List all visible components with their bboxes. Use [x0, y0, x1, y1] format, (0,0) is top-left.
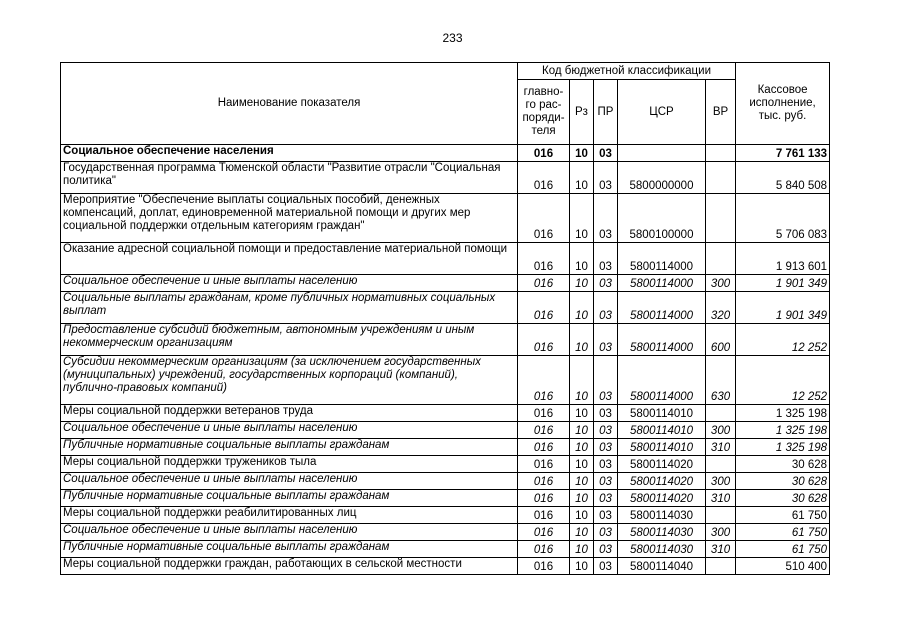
cell-vr: 300 — [706, 473, 736, 490]
cell-csr — [618, 145, 706, 162]
cell-pr: 03 — [594, 292, 618, 324]
cell-rz: 10 — [570, 490, 594, 507]
cell-glavn: 016 — [518, 145, 570, 162]
header-name: Наименование показателя — [61, 63, 518, 145]
table-row — [61, 292, 830, 324]
cell-csr: 5800114030 — [618, 524, 706, 541]
cell-csr: 5800114000 — [618, 275, 706, 292]
budget-table — [60, 62, 830, 575]
cell-vr — [706, 145, 736, 162]
cell-name: Меры социальной поддержки ветеранов труда — [61, 405, 518, 422]
cell-glavn: 016 — [518, 524, 570, 541]
cell-amount: 1 901 349 — [736, 292, 830, 324]
cell-pr: 03 — [594, 456, 618, 473]
cell-pr: 03 — [594, 324, 618, 356]
cell-csr: 5800114030 — [618, 507, 706, 524]
cell-glavn: 016 — [518, 243, 570, 275]
cell-csr: 5800000000 — [618, 162, 706, 194]
cell-amount: 61 750 — [736, 524, 830, 541]
header-vr: ВР — [706, 80, 736, 145]
cell-pr: 03 — [594, 524, 618, 541]
cell-amount: 7 761 133 — [736, 145, 830, 162]
cell-glavn: 016 — [518, 324, 570, 356]
cell-pr: 03 — [594, 439, 618, 456]
cell-rz: 10 — [570, 243, 594, 275]
cell-csr: 5800114010 — [618, 405, 706, 422]
cell-name: Социальное обеспечение и иные выплаты населению — [61, 422, 518, 439]
cell-glavn: 016 — [518, 490, 570, 507]
cell-csr: 5800114000 — [618, 243, 706, 275]
cell-glavn: 016 — [518, 439, 570, 456]
cell-rz: 10 — [570, 439, 594, 456]
cell-vr — [706, 194, 736, 243]
cell-pr: 03 — [594, 194, 618, 243]
page-number: 233 — [442, 31, 463, 45]
cell-csr: 5800114010 — [618, 422, 706, 439]
table-row — [61, 558, 830, 575]
cell-amount: 61 750 — [736, 541, 830, 558]
cell-glavn: 016 — [518, 456, 570, 473]
table-row — [61, 194, 830, 243]
cell-rz: 10 — [570, 145, 594, 162]
cell-csr: 5800114000 — [618, 324, 706, 356]
cell-name: Мероприятие "Обеспечение выплаты социальных пособий, денежных компенсаций, доплат, единовременной материальной помощи и других мер социальной поддержки отдельным категориям граждан" — [61, 194, 518, 243]
cell-pr: 03 — [594, 405, 618, 422]
header-glavn: главно- го рас- поряди- теля — [518, 80, 570, 145]
cell-csr: 5800114000 — [618, 356, 706, 405]
cell-glavn: 016 — [518, 422, 570, 439]
table-row — [61, 456, 830, 473]
table-row — [61, 356, 830, 405]
cell-csr: 5800100000 — [618, 194, 706, 243]
table-row — [61, 243, 830, 275]
cell-glavn: 016 — [518, 507, 570, 524]
cell-name: Публичные нормативные социальные выплаты гражданам — [61, 541, 518, 558]
table-row — [61, 145, 830, 162]
table-row — [61, 490, 830, 507]
cell-name: Социальное обеспечение населения — [61, 145, 518, 162]
cell-pr: 03 — [594, 145, 618, 162]
cell-pr: 03 — [594, 275, 618, 292]
cell-rz: 10 — [570, 162, 594, 194]
cell-name: Публичные нормативные социальные выплаты гражданам — [61, 490, 518, 507]
table-row — [61, 275, 830, 292]
cell-name: Социальные выплаты гражданам, кроме публичных нормативных социальных выплат — [61, 292, 518, 324]
cell-name: Государственная программа Тюменской области "Развитие отрасли "Социальная политика" — [61, 162, 518, 194]
cell-amount: 1 913 601 — [736, 243, 830, 275]
cell-rz: 10 — [570, 524, 594, 541]
cell-rz: 10 — [570, 456, 594, 473]
cell-csr: 5800114020 — [618, 456, 706, 473]
cell-vr — [706, 243, 736, 275]
cell-rz: 10 — [570, 275, 594, 292]
cell-vr: 300 — [706, 524, 736, 541]
cell-csr: 5800114000 — [618, 292, 706, 324]
cell-rz: 10 — [570, 422, 594, 439]
cell-csr: 5800114010 — [618, 439, 706, 456]
cell-amount: 1 901 349 — [736, 275, 830, 292]
cell-amount: 1 325 198 — [736, 422, 830, 439]
cell-vr — [706, 507, 736, 524]
cell-name: Социальное обеспечение и иные выплаты населению — [61, 275, 518, 292]
table-row — [61, 422, 830, 439]
cell-vr: 310 — [706, 490, 736, 507]
cell-glavn: 016 — [518, 473, 570, 490]
cell-pr: 03 — [594, 507, 618, 524]
cell-name: Субсидии некоммерческим организациям (за исключением государственных (муниципальных) учреждений, государственных корпораций (компаний), публично-правовых компаний) — [61, 356, 518, 405]
cell-amount: 61 750 — [736, 507, 830, 524]
cell-pr: 03 — [594, 490, 618, 507]
cell-name: Меры социальной поддержки граждан, работающих в сельской местности — [61, 558, 518, 575]
cell-name: Социальное обеспечение и иные выплаты населению — [61, 473, 518, 490]
cell-vr — [706, 456, 736, 473]
cell-vr: 300 — [706, 275, 736, 292]
cell-amount: 30 628 — [736, 490, 830, 507]
table-row — [61, 524, 830, 541]
cell-amount: 510 400 — [736, 558, 830, 575]
cell-amount: 1 325 198 — [736, 439, 830, 456]
cell-pr: 03 — [594, 541, 618, 558]
header-rz: Рз — [570, 80, 594, 145]
cell-vr — [706, 162, 736, 194]
table-row — [61, 405, 830, 422]
cell-amount: 12 252 — [736, 356, 830, 405]
cell-pr: 03 — [594, 356, 618, 405]
cell-rz: 10 — [570, 356, 594, 405]
cell-amount: 1 325 198 — [736, 405, 830, 422]
cell-name: Оказание адресной социальной помощи и предоставление материальной помощи — [61, 243, 518, 275]
cell-vr: 300 — [706, 422, 736, 439]
cell-rz: 10 — [570, 194, 594, 243]
table-row — [61, 473, 830, 490]
cell-glavn: 016 — [518, 405, 570, 422]
cell-amount: 30 628 — [736, 456, 830, 473]
cell-vr: 310 — [706, 439, 736, 456]
cell-name: Предоставление субсидий бюджетным, автономным учреждениям и иным некоммерческим организациям — [61, 324, 518, 356]
cell-csr: 5800114030 — [618, 541, 706, 558]
cell-vr: 630 — [706, 356, 736, 405]
table-body — [61, 145, 830, 575]
cell-vr: 600 — [706, 324, 736, 356]
cell-vr — [706, 558, 736, 575]
header-pr: ПР — [594, 80, 618, 145]
cell-rz: 10 — [570, 507, 594, 524]
table-row — [61, 324, 830, 356]
cell-name: Меры социальной поддержки тружеников тыла — [61, 456, 518, 473]
cell-rz: 10 — [570, 324, 594, 356]
cell-glavn: 016 — [518, 194, 570, 243]
cell-csr: 5800114020 — [618, 473, 706, 490]
cell-vr: 320 — [706, 292, 736, 324]
table-row — [61, 541, 830, 558]
header-group-title: Код бюджетной классификации — [518, 63, 736, 80]
cell-rz: 10 — [570, 473, 594, 490]
cell-amount: 5 706 083 — [736, 194, 830, 243]
cell-glavn: 016 — [518, 541, 570, 558]
cell-glavn: 016 — [518, 162, 570, 194]
cell-pr: 03 — [594, 243, 618, 275]
table-row — [61, 507, 830, 524]
cell-pr: 03 — [594, 473, 618, 490]
cell-rz: 10 — [570, 292, 594, 324]
cell-rz: 10 — [570, 541, 594, 558]
cell-csr: 5800114040 — [618, 558, 706, 575]
cell-name: Социальное обеспечение и иные выплаты населению — [61, 524, 518, 541]
cell-name: Меры социальной поддержки реабилитированных лиц — [61, 507, 518, 524]
cell-glavn: 016 — [518, 558, 570, 575]
cell-pr: 03 — [594, 422, 618, 439]
cell-name: Публичные нормативные социальные выплаты гражданам — [61, 439, 518, 456]
table-row — [61, 439, 830, 456]
cell-glavn: 016 — [518, 356, 570, 405]
cell-vr — [706, 405, 736, 422]
cell-pr: 03 — [594, 162, 618, 194]
cell-amount: 12 252 — [736, 324, 830, 356]
cell-rz: 10 — [570, 558, 594, 575]
cell-pr: 03 — [594, 558, 618, 575]
table-header — [61, 63, 830, 145]
cell-amount: 30 628 — [736, 473, 830, 490]
header-csr: ЦСР — [618, 80, 706, 145]
cell-rz: 10 — [570, 405, 594, 422]
cell-vr: 310 — [706, 541, 736, 558]
cell-glavn: 016 — [518, 292, 570, 324]
cell-csr: 5800114020 — [618, 490, 706, 507]
cell-amount: 5 840 508 — [736, 162, 830, 194]
table-row — [61, 162, 830, 194]
cell-glavn: 016 — [518, 275, 570, 292]
header-amount: Кассовое исполнение, тыс. руб. — [736, 63, 830, 145]
